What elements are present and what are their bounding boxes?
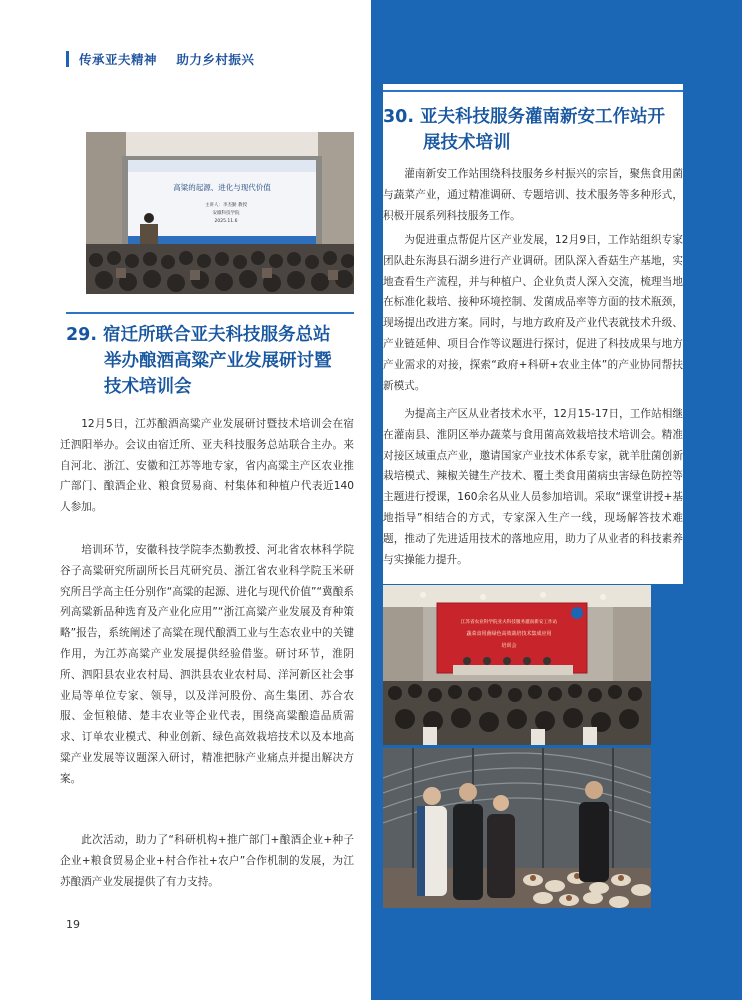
training-meeting-photo bbox=[383, 585, 651, 745]
right-paragraph-2: 为促进重点帮促片区产业发展，12月9日，工作站组织专家团队赴东海县石湖乡进行产业调研。团队深入香菇生产基地，实地查看生产流程，并与种植户、企业负责人深入交流，梳理当地在标准化栽培、接种环境控制、发菌成品率等方面的技术瓶颈，现场提出改进方案。同时，与地方政府及产业代表就技术升级、产业链延伸、项目合作等议题进行探讨，促进了科技成果与地方产业需求的对接，探索“政府+科研+农业主体”的产业协同帮扶新模式。 bbox=[383, 234, 683, 392]
right-heading-rule bbox=[383, 90, 683, 92]
slide-line2: 安徽科技学院 bbox=[212, 211, 240, 216]
left-title-line1: 29. 宿迁所联合亚夫科技服务总站 bbox=[66, 325, 331, 345]
right-title-line1: 30. 亚夫科技服务灌南新安工作站开 bbox=[383, 107, 666, 127]
right-article-title bbox=[383, 104, 683, 156]
page-number: 19 bbox=[66, 918, 80, 931]
left-title-line2: 举办酿酒高粱产业发展研讨暨 bbox=[104, 351, 332, 371]
running-head-text: 传承亚夫精神 助力乡村振兴 bbox=[79, 52, 255, 67]
left-heading-rule bbox=[66, 312, 354, 314]
slide-line1: 主讲人：李杰勤 教授 bbox=[205, 203, 247, 208]
mushroom-base-photo bbox=[383, 748, 651, 908]
left-paragraph-2: 培训环节，安徽科技学院李杰勤教授、河北省农林科学院谷子高粱研究所副所长吕芃研究员、浙江省农业科学院玉米研究所吕学高主任分别作“高粱的起源、进化与现代价值”“冀酿系列高粱新品种选育及产业化应用”“浙江高粱产业发展及育种策略”报告，系统阐述了高粱在现代酿酒工业与生态农业中的关键作用，为江苏高粱产业发展提供经验借鉴。研讨环节，淮阴所、泗阳县农业农村局、泗洪县农业农村局、洋河新区社会事业局等单位专家、领导，以及洋河股份、高生集团、苏合农服、金恒粮储、楚丰农业等企业代表，围绕高粱酿造品质需求、订单农业模式、种业创新、绿色高效栽培技术以及本地高粱产业发展等议题深入研讨，精准把脉产业痛点并提出解决方案。 bbox=[60, 544, 354, 785]
slide-line3: 2025.11.6 bbox=[214, 219, 238, 224]
slide-title: 高粱的起源、进化与现代价值 bbox=[173, 183, 271, 192]
banner-line1: 江苏省农业科学院亚夫科技服务灌南新安工作站 bbox=[460, 620, 558, 625]
left-article-title bbox=[66, 322, 356, 400]
right-paragraph-1: 灌南新安工作站围绕科技服务乡村振兴的宗旨，聚焦食用菌与蔬菜产业，通过精准调研、专题培训、技术服务等多种形式，积极开展系列科技服务工作。 bbox=[383, 168, 683, 222]
left-paragraph-3: 此次活动，助力了“科研机构+推广部门+酿酒企业+种子企业+粮食贸易企业+村合作社+农户”合作机制的发展，为江苏酿酒产业发展提供了有力支持。 bbox=[60, 834, 354, 888]
banner-line2: 蔬菜食用菌绿色高效栽培技术集成应用 bbox=[466, 631, 552, 637]
running-head-bar bbox=[66, 51, 69, 67]
left-paragraph-1: 12月5日，江苏酿酒高粱产业发展研讨暨技术培训会在宿迁泗阳举办。会议由宿迁所、亚夫科技服务总站联合主办。来自河北、浙江、安徽和江苏等地专家，省内高粱主产区农业推广部门、酿酒企业、粮食贸易商、村集体和种植户代表近140人参加。 bbox=[60, 418, 354, 514]
banner-line3: 培训会 bbox=[501, 643, 517, 649]
running-head bbox=[66, 50, 254, 68]
left-title-line3: 技术培训会 bbox=[104, 377, 192, 397]
right-paragraph-3: 为提高主产区从业者技术水平，12月15-17日，工作站相继在灌南县、淮阴区举办蔬菜与食用菌高效栽培技术培训会。精准对接区域重点产业，邀请国家产业技术体系专家，就羊肚菌创新栽培模式、辣椒关键生产技术、覆土类食用菌病虫害绿色防控等主题进行授课，160余名从业人员参加培训。采取“课堂讲授+基地指导”相结合的方式，专家深入生产一线，现场解答技术难题，推动了先进适用技术的落地应用，助力了从业者的科技素养与实操能力提升。 bbox=[383, 408, 683, 566]
lecture-photo bbox=[86, 132, 354, 294]
right-title-line2: 展技术培训 bbox=[423, 133, 511, 153]
